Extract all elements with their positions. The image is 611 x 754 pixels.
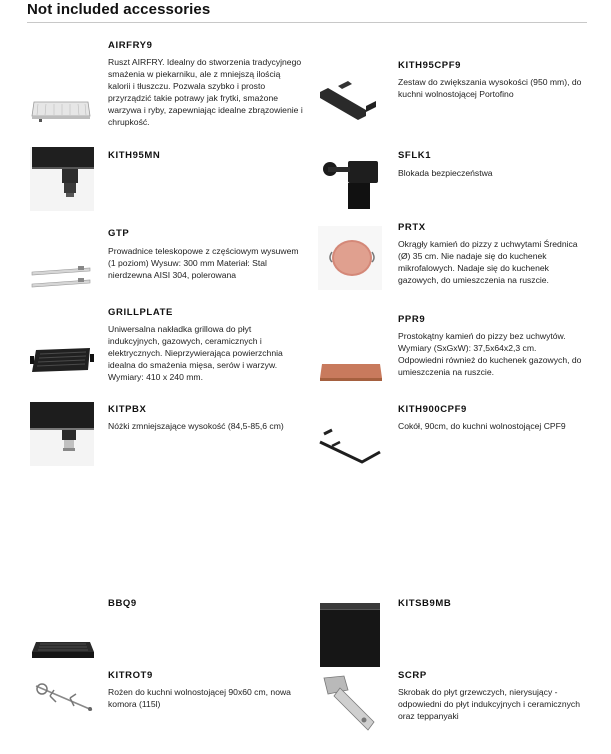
safety-lock-icon xyxy=(318,155,380,211)
page-title: Not included accessories xyxy=(27,1,211,18)
height-kit-bracket-icon xyxy=(318,76,380,124)
accessory-code: KITPBX xyxy=(108,404,147,415)
accessory-code: KITH95MN xyxy=(108,150,161,161)
accessory-code: AIRFRY9 xyxy=(108,40,153,51)
accessory-description: Prostokątny kamień do pizzy bez uchwytów. Wymiary (SxGxW): 37,5x64x2,3 cm. Odpowiedni również do kuchenek gazowych, do umieszczenia na ruszcie. xyxy=(398,331,582,377)
adjustable-foot-icon xyxy=(30,147,94,211)
round-pizza-stone-icon xyxy=(318,226,382,290)
accessory-code: SCRP xyxy=(398,670,427,681)
accessory-description: Blokada bezpieczeństwa xyxy=(398,168,493,178)
accessory-code: KITH900CPF9 xyxy=(398,404,467,415)
accessory-description: Uniwersalna nakładka grillowa do płyt indukcyjnych, gazowych, ceramicznych i elektrycznych. Nieprzywierająca powierzchnia idealna do smażenia mięsa, serów i warzyw. Wymiary: 410 x 240 mm. xyxy=(108,324,283,382)
accessory-description: Ruszt AIRFRY. Idealny do stworzenia tradycyjnego smażenia w piekarniku, ale z mniejszą ilością kalorii i tłuszczu. Pozwala szybko i prosto przyrządzić takie potrawy jak frytki, smażone warzywa i ryby, zapewniając idealne zbrązowienie i chrupkość. xyxy=(108,57,303,127)
accessory-code: GTP xyxy=(108,228,130,239)
plinth-icon xyxy=(318,422,382,466)
title-divider xyxy=(27,22,587,23)
grill-plate-icon xyxy=(30,342,94,380)
accessory-code: PPR9 xyxy=(398,314,426,325)
bbq-tray-icon xyxy=(30,636,96,664)
accessory-description: Rożen do kuchni wolnostojącej 90x60 cm, nowa komora (115l) xyxy=(108,687,291,709)
accessory-code: BBQ9 xyxy=(108,598,137,609)
telescopic-rails-icon xyxy=(30,262,94,292)
scraper-icon xyxy=(318,672,382,736)
accessory-code: KITH95CPF9 xyxy=(398,60,462,71)
accessory-code: PRTX xyxy=(398,222,426,233)
accessory-code: KITROT9 xyxy=(108,670,153,681)
accessory-description: Okrągły kamień do pizzy z uchwytami Średnica (Ø) 35 cm. Nie nadaje się do kuchenek mikrofalowych. Nadaje się do kuchenek gazowych, do umieszczenia na ruszcie. xyxy=(398,239,578,285)
accessory-description: Nóżki zmniejszające wysokość (84,5-85,6 cm) xyxy=(108,421,284,431)
side-panel-icon xyxy=(318,603,382,667)
accessory-description: Prowadnice teleskopowe z częściowym wysuwem (1 poziom) Wysuw: 300 mm Materiał: Stal nierdzewna AISI 304, polerowana xyxy=(108,246,299,280)
rectangular-pizza-stone-icon xyxy=(318,356,384,386)
accessory-code: KITSB9MB xyxy=(398,598,452,609)
rotisserie-icon xyxy=(30,676,96,720)
reducing-feet-icon xyxy=(30,402,94,466)
accessory-description: Cokół, 90cm, do kuchni wolnostojącej CPF9 xyxy=(398,421,566,431)
accessory-description: Skrobak do płyt grzewczych, nierysujący - odpowiedni do płyt indukcyjnych i ceramicznych oraz teppanyaki xyxy=(398,687,580,721)
accessory-code: GRILLPLATE xyxy=(108,307,173,318)
accessory-code: SFLK1 xyxy=(398,150,432,161)
accessory-description: Zestaw do zwiększania wysokości (950 mm), do kuchni wolnostojącej Portofino xyxy=(398,77,582,99)
air-fry-tray-icon xyxy=(30,88,94,128)
